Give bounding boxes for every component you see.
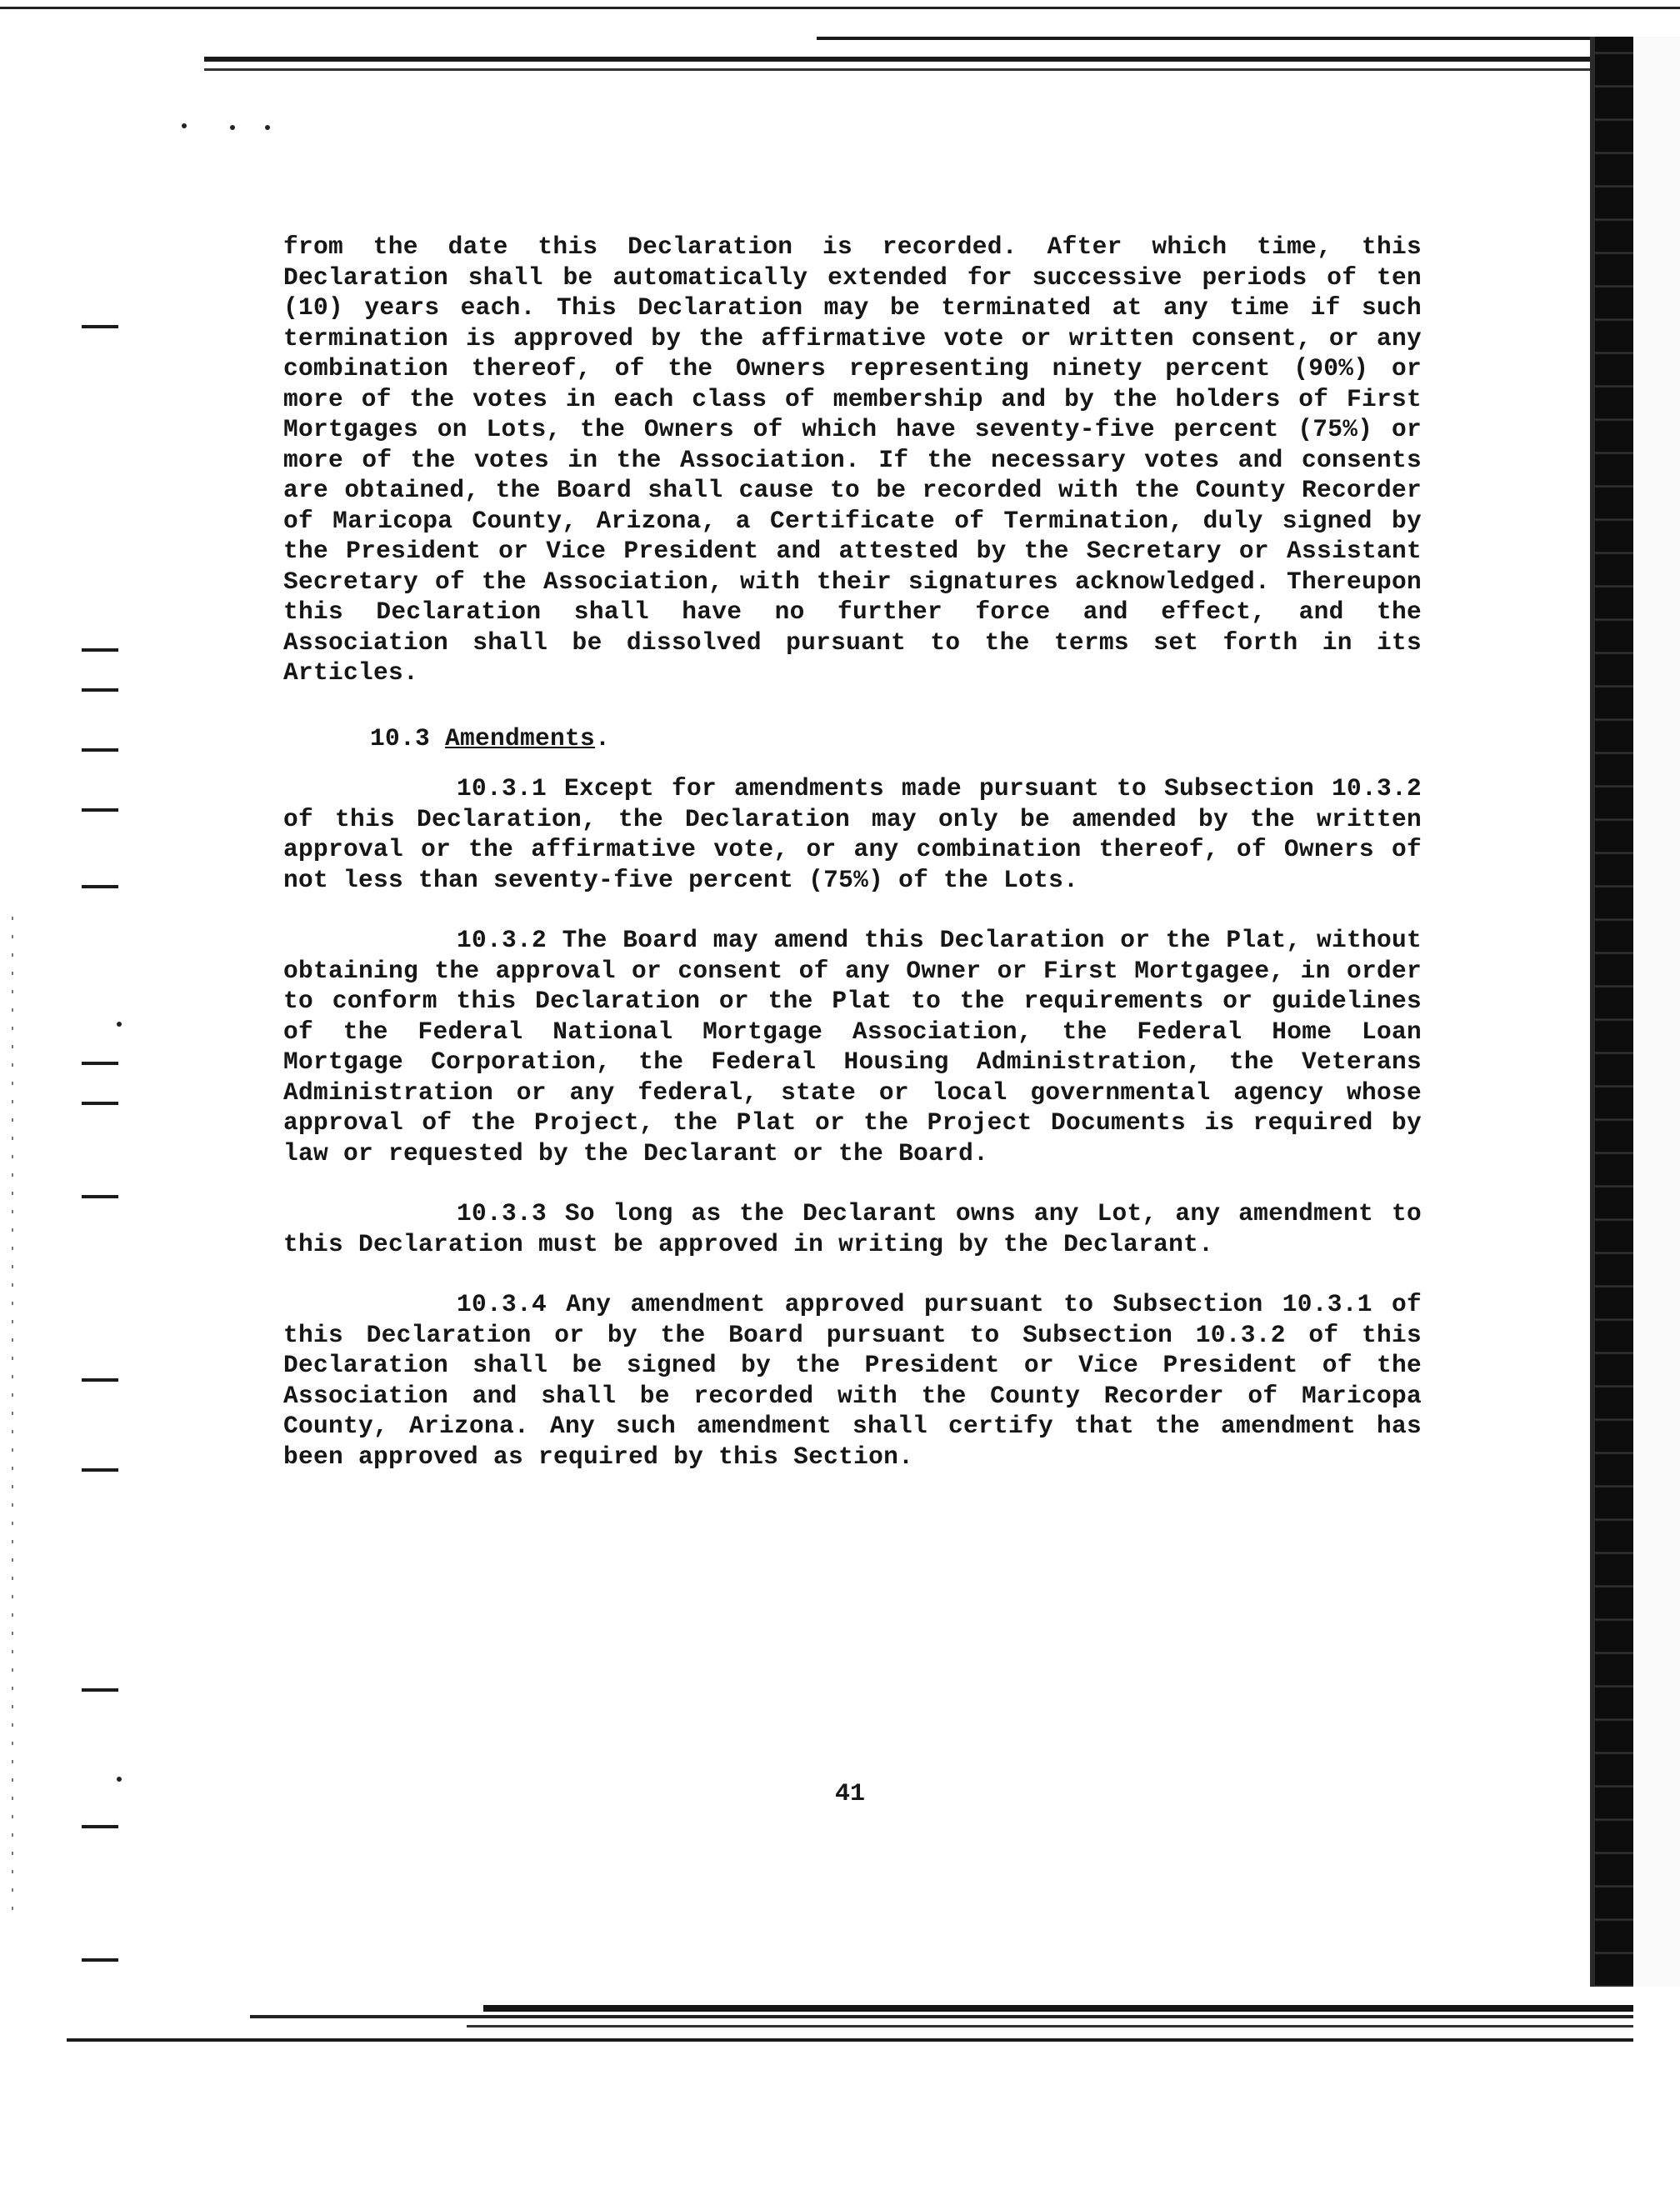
margin-dash	[82, 1825, 118, 1828]
subsection-number: 10.3.4	[457, 1290, 548, 1318]
margin-dash	[82, 1378, 118, 1382]
left-scan-speckle	[12, 917, 13, 1917]
subsection-text: Any amendment approved pursuant to Subsection 10.3.1 of this Declaration or by the Board pursuant to Subsection 10.3.2 of this Declaration shall be signed by the President or Vice President of the Association and shall be recorded with the County Recorder of Maricopa County, Arizona. Any such amendment shall certify that the amendment has been approved as required by this Section.	[283, 1290, 1422, 1471]
subsection-text: So long as the Declarant owns any Lot, any amendment to this Declaration must be approved in writing by the Declarant.	[283, 1199, 1422, 1258]
subsection-10-3-1	[283, 773, 1422, 895]
margin-dash	[82, 1102, 118, 1105]
bottom-rule-line	[67, 2038, 1633, 2042]
right-scan-margin	[1633, 37, 1680, 1987]
subsection-10-3-4	[283, 1289, 1422, 1472]
scan-dot	[265, 125, 270, 130]
top-rule-line	[204, 68, 1621, 71]
margin-dash	[82, 885, 118, 888]
scan-dot	[230, 125, 235, 130]
section-number: 10.3	[370, 723, 431, 752]
subsection-text: The Board may amend this Declaration or the Plat, without obtaining the approval or consent of any Owner or First Mortgagee, in order to conform this Declaration or the Plat to the requirements or guidelines of the Federal National Mortgage Association, the Federal Home Loan Mortgage Corporation, the Federal Housing Administration, the Veterans Administration or any federal, state or local governmental agency whose approval of the Project, the Plat or the Project Documents is required by law or requested by the Declarant or the Board.	[283, 926, 1422, 1168]
subsection-number: 10.3.2	[457, 926, 548, 954]
subsection-10-3-2	[283, 925, 1422, 1168]
margin-dash	[82, 1062, 118, 1065]
scan-dot	[182, 123, 187, 128]
margin-dash	[82, 1958, 118, 1962]
margin-dash	[82, 1688, 118, 1692]
section-heading	[370, 723, 1422, 754]
scan-dot	[117, 1022, 122, 1027]
subsection-number: 10.3.1	[457, 774, 548, 802]
subsection-10-3-3	[283, 1198, 1422, 1259]
margin-dash	[82, 748, 118, 752]
top-rule-line	[204, 57, 1621, 62]
top-rule-line	[817, 37, 1617, 40]
margin-dash	[82, 688, 118, 692]
subsection-number: 10.3.3	[457, 1199, 548, 1228]
page-number: 41	[835, 1780, 866, 1808]
right-scan-edge	[1595, 37, 1633, 1987]
scan-dot	[117, 1777, 122, 1782]
margin-dash	[82, 808, 118, 812]
margin-dash	[82, 1195, 118, 1198]
termination-paragraph: from the date this Declaration is recorded. After which time, this Declaration shall be automatically extended for successive periods of ten (10) years each. This Declaration may be terminated at any time if such termination is approved by the affirmative vote or written consent, or any combination thereof, of the Owners representing ninety percent (90%) or more of the votes in each class of membership and by the holders of First Mortgages on Lots, the Owners of which have seventy-five percent (75%) or more of the votes in the Association. If the necessary votes and consents are obtained, the Board shall cause to be recorded with the County Recorder of Maricopa County, Arizona, a Certificate of Termination, duly signed by the President or Vice President and attested by the Secretary or Assistant Secretary of the Association, with their signatures acknowledged. Thereupon this Declaration shall have no further force and effect, and the Association shall be dissolved pursuant to the terms set forth in its Articles.	[283, 232, 1422, 687]
subsection-text: Except for amendments made pursuant to Subsection 10.3.2 of this Declaration, the Declaration may only be amended by the written approval or the affirmative vote, or any combination thereof, of Owners of not less than seventy-five percent (75%) of the Lots.	[283, 774, 1422, 894]
bottom-rule-line	[483, 2005, 1633, 2012]
margin-dash	[82, 648, 118, 652]
section-title-punct: .	[595, 723, 611, 752]
top-border-line	[0, 7, 1680, 9]
bottom-rule-line	[250, 2015, 1633, 2018]
section-title: Amendments	[445, 723, 596, 752]
margin-dash	[82, 1468, 118, 1472]
bottom-rule-line	[467, 2025, 1633, 2028]
margin-dash	[82, 325, 118, 328]
document-body	[283, 232, 1422, 1502]
